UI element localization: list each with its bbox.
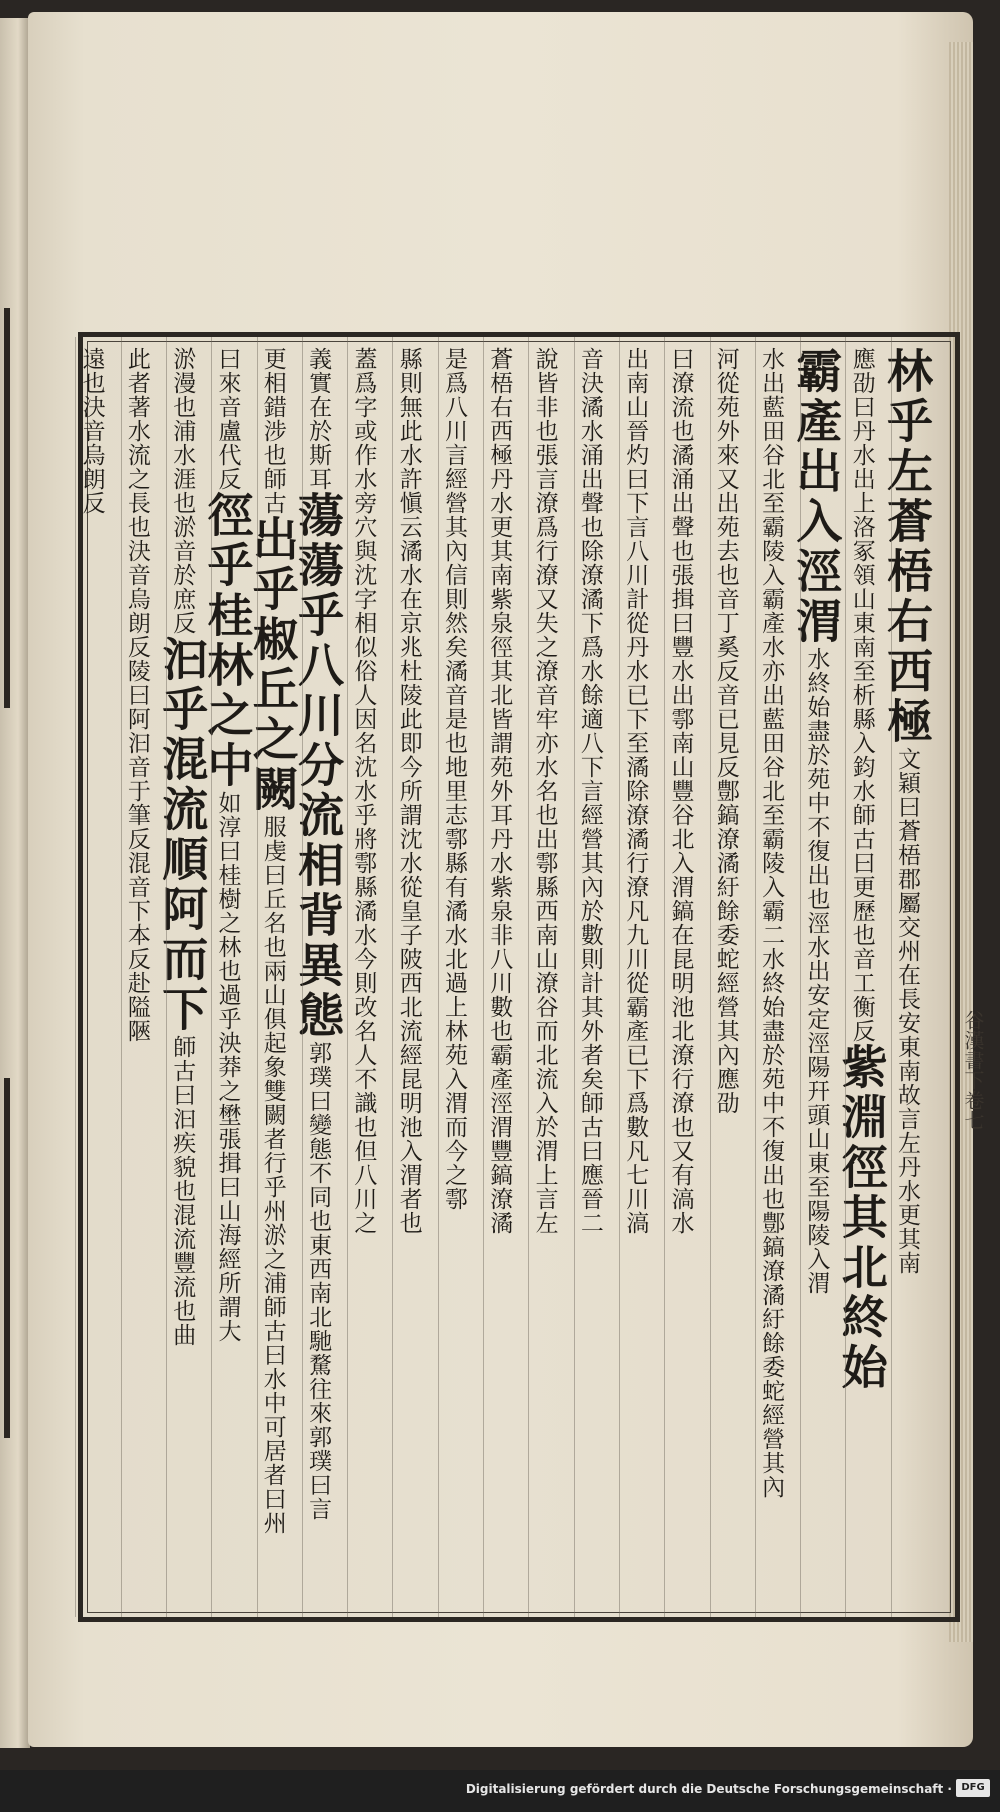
column-rule <box>845 337 846 1617</box>
column-rule <box>574 337 575 1617</box>
main-text: 霸產出入涇渭 <box>789 347 844 647</box>
column-rule <box>710 337 711 1617</box>
text-column <box>711 347 754 1609</box>
commentary-text: 應劭曰丹水出上洛冢領山東南至析縣入鈞水師古曰更歷也音工衡反 <box>848 347 875 1043</box>
text-column <box>348 347 391 1609</box>
text-frame <box>78 332 960 1622</box>
text-column <box>200 347 255 1609</box>
commentary-text: 蓋爲字或作水旁穴與沈字相似俗人因名沈水乎將鄠縣潏水今則改名人不識也但八川之 <box>350 347 377 1235</box>
column-rule <box>438 337 439 1617</box>
footer-bar <box>0 1770 1000 1812</box>
commentary-text: 說皆非也張言潦爲行潦又失之潦音牢亦水名也出鄠縣西南山潦谷而北流入於渭上言左 <box>531 347 558 1235</box>
text-column <box>393 347 436 1609</box>
commentary-text: 文穎曰蒼梧郡屬交州在長安東南故言左丹水更其南 <box>893 747 920 1275</box>
commentary-text: 師古曰汩疾貌也混流豐流也曲 <box>169 1035 196 1347</box>
column-rule <box>483 337 484 1617</box>
commentary-text: 河從苑外來又出苑去也音丁奚反音已見反鄷鎬潦潏紆餘委蛇經營其內應劭 <box>712 347 739 1115</box>
text-column <box>879 347 935 1609</box>
commentary-text: 義實在於斯耳 <box>305 347 332 491</box>
commentary-text: 淤漫也浦水涯也淤音於庶反 <box>169 347 196 635</box>
column-rule <box>211 337 212 1617</box>
commentary-text: 是爲八川言經營其內信則然矣潏音是也地里志鄠縣有潏水北過上林苑入渭而今之鄠 <box>440 347 467 1211</box>
main-text: 蕩蕩乎八川分流相背異態 <box>291 491 346 1041</box>
column-rule <box>755 337 756 1617</box>
footer-credit: Digitalisierung gefördert durch die Deutsche Forschungsgemeinschaft · <box>465 1782 952 1796</box>
column-rule <box>347 337 348 1617</box>
text-column <box>439 347 482 1609</box>
text-column <box>122 347 165 1609</box>
dfg-logo-icon: DFG <box>956 1779 990 1797</box>
margin-note: 谷漢書下卷七 <box>961 1010 985 1130</box>
column-rule <box>528 337 529 1617</box>
main-text: 林乎左蒼梧右西極 <box>879 347 934 747</box>
text-column <box>665 347 708 1609</box>
column-rule <box>891 337 892 1617</box>
commentary-text: 蒼梧右西極丹水更其南紫泉徑其北皆謂苑外耳丹水紫泉非八川數也霸產涇渭豐鎬潦潏 <box>486 347 513 1235</box>
main-text: 紫淵徑其北終始 <box>834 1043 889 1393</box>
commentary-text: 音決潏水涌出聲也除潦潏下爲水餘適八下言經營其內於數則計其外者矣師古曰應晉二 <box>576 347 603 1235</box>
column-rule <box>619 337 620 1617</box>
commentary-text: 更相錯涉也師古 <box>259 347 286 515</box>
column-rule <box>257 337 258 1617</box>
column-rule <box>121 337 122 1617</box>
text-column <box>484 347 527 1609</box>
text-column <box>245 347 301 1609</box>
text-column <box>76 347 119 1609</box>
text-column <box>575 347 618 1609</box>
column-rule <box>302 337 303 1617</box>
main-text: 汩乎混流順阿而下 <box>155 635 210 1035</box>
commentary-text: 水終始盡於苑中不復出也涇水出安定涇陽幵頭山東至陽陵入渭 <box>803 647 830 1295</box>
facing-page-edge <box>0 18 30 1748</box>
commentary-text: 陵曰阿汩音于筆反混音下本反赴隘陿 <box>123 659 150 1043</box>
commentary-text: 此者著水流之長也決音烏朗反 <box>123 347 150 659</box>
commentary-text: 服虔曰丘名也兩山俱起象雙闕者行乎州淤之浦師古曰水中可居者曰州 <box>259 815 286 1535</box>
commentary-text: 水出藍田谷北至霸陵入霸產水亦出藍田谷北至霸陵入霸二水終始盡於苑中不復出也鄷鎬潦潏紆餘委蛇經營其內 <box>758 347 785 1499</box>
text-column <box>834 347 889 1609</box>
text-column <box>789 347 844 1609</box>
column-rule <box>75 337 76 1617</box>
main-text: 徑乎桂林之中 <box>200 491 255 791</box>
commentary-text: 縣則無此水許愼云潏水在京兆杜陵此即今所謂沈水從皇子陂西北流經昆明池入渭者也 <box>395 347 422 1235</box>
column-rule <box>800 337 801 1617</box>
column-rule <box>392 337 393 1617</box>
column-rule <box>166 337 167 1617</box>
column-rule <box>664 337 665 1617</box>
commentary-text: 曰來音盧代反 <box>214 347 241 491</box>
text-column <box>155 347 210 1609</box>
text-column <box>291 347 346 1609</box>
commentary-text: 曰潦流也潏涌出聲也張揖曰豐水出鄠南山豐谷北入渭鎬在昆明池北潦行潦也又有滈水 <box>667 347 694 1235</box>
text-column <box>756 347 799 1609</box>
main-text: 出乎椒丘之闕 <box>245 515 300 815</box>
commentary-text: 遠也決音烏朗反 <box>78 347 105 515</box>
commentary-text: 郭璞曰變態不同也東西南北馳騖往來郭璞曰言 <box>305 1041 332 1521</box>
commentary-text: 出南山晉灼曰下言八川計從丹水已下至潏除潦潏行潦凡九川從霸產已下爲數凡七川滈 <box>622 347 649 1235</box>
text-column <box>620 347 663 1609</box>
commentary-text: 如淳曰桂樹之林也過乎泱莽之壄張揖曰山海經所謂大 <box>214 791 241 1343</box>
text-column <box>529 347 572 1609</box>
